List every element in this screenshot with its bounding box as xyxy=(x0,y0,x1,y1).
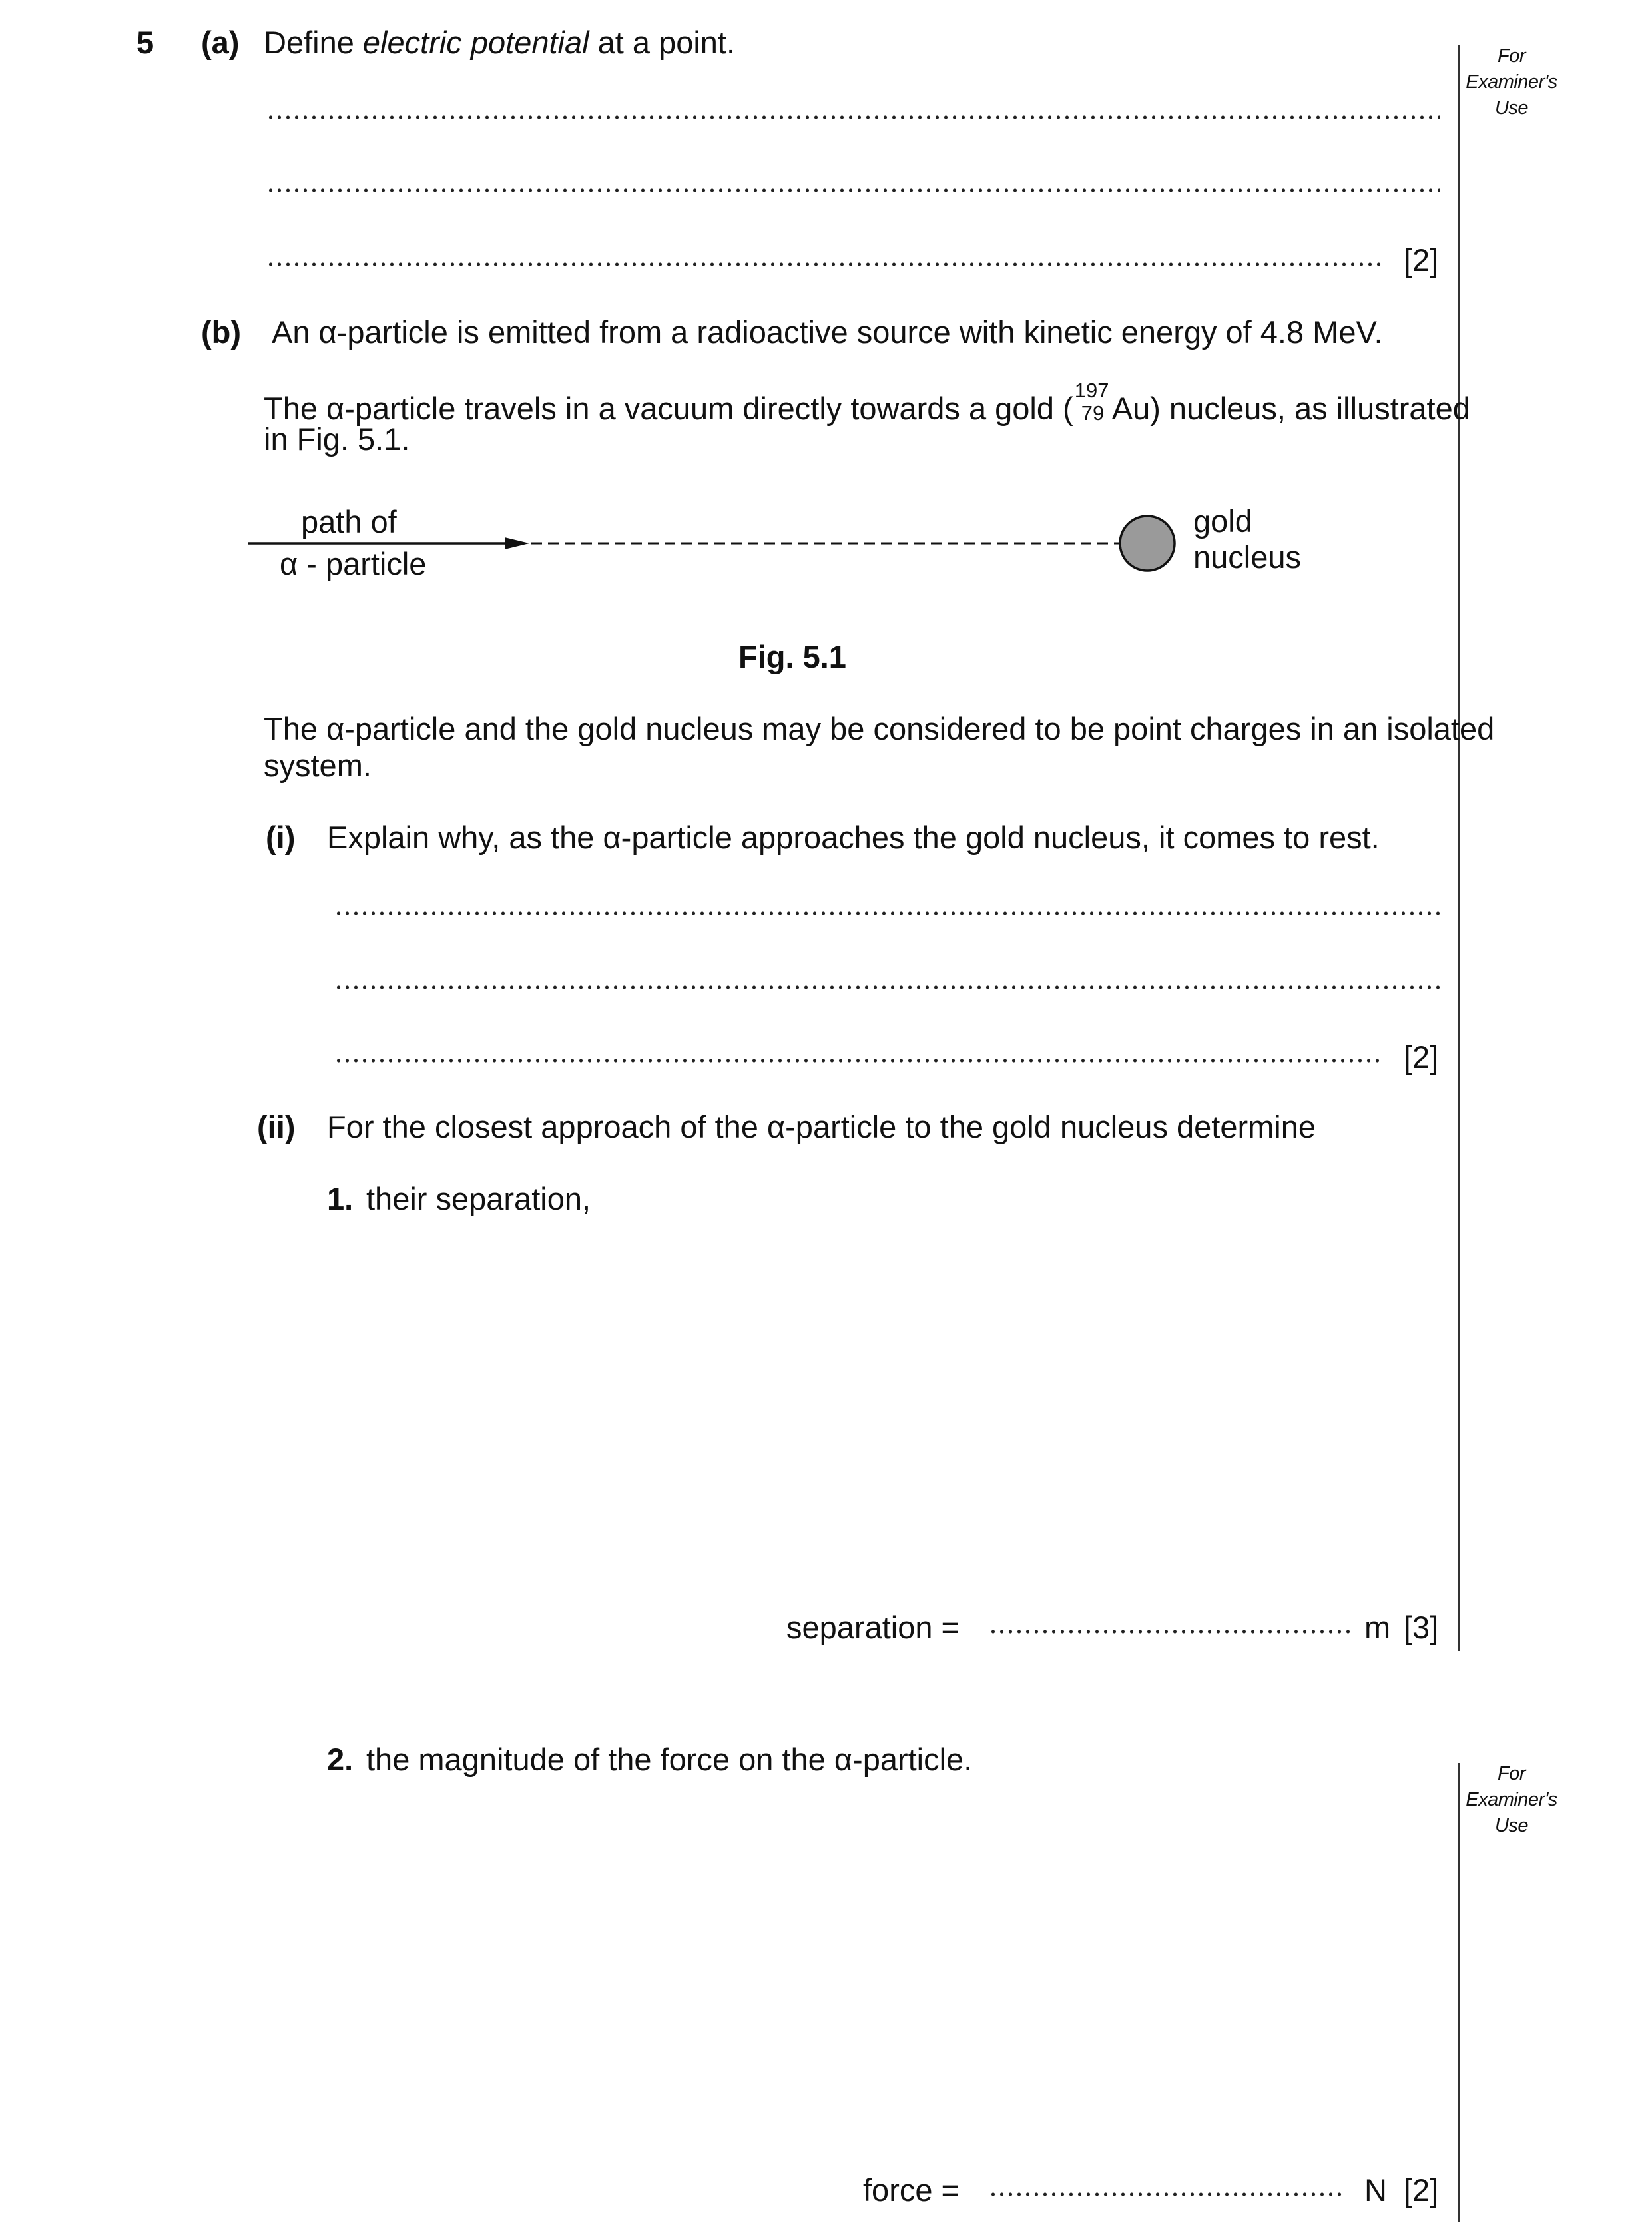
figure-nucleus-label-2: nucleus xyxy=(1193,539,1301,575)
separation-unit: m xyxy=(1364,1610,1391,1645)
part-b-i-question: Explain why, as the α-particle approaches the gold nucleus, it comes to rest. xyxy=(327,820,1380,855)
examiner-label-line1: For xyxy=(1498,45,1525,67)
item-1-text: their separation, xyxy=(366,1181,591,1216)
part-b-ii-question: For the closest approach of the α-particle to the gold nucleus determine xyxy=(327,1109,1316,1144)
part-a-marks: [2] xyxy=(1404,242,1439,278)
item-2-text: the magnitude of the force on the α-particle. xyxy=(366,1742,973,1777)
after-figure-line1: The α-particle and the gold nucleus may be considered to be point charges in an isolated xyxy=(264,711,1495,746)
part-b-label: (b) xyxy=(201,314,242,350)
examiner-label-line3: Use xyxy=(1494,1815,1529,1836)
separation-answer-field[interactable] xyxy=(989,1628,1352,1635)
part-a-label: (a) xyxy=(201,25,240,60)
part-b-i-marks: [2] xyxy=(1404,1039,1439,1075)
question-number: 5 xyxy=(137,25,154,60)
answer-line-bi-3[interactable] xyxy=(334,1057,1382,1064)
item-2-number: 2. xyxy=(327,1742,354,1777)
isotope-mass-number: 197 xyxy=(1074,379,1109,402)
part-b-line3: in Fig. 5.1. xyxy=(264,421,410,457)
figure-path-label-1: path of xyxy=(301,504,397,539)
separation-marks: [3] xyxy=(1404,1610,1439,1645)
examiner-margin-line-2 xyxy=(1458,1763,1460,2222)
answer-line-bi-2[interactable] xyxy=(334,984,1440,991)
part-b-ii-label: (ii) xyxy=(257,1109,296,1144)
part-b-line2-after: ) nucleus, as illustrated xyxy=(1150,391,1470,426)
examiner-label-line2: Examiner's xyxy=(1466,71,1557,93)
part-a-text-before: Define xyxy=(264,25,363,60)
isotope-atomic-number: 79 xyxy=(1081,401,1105,425)
part-b-line2-before: The α-particle travels in a vacuum directly towards a gold ( xyxy=(264,391,1073,426)
gold-nucleus-circle xyxy=(1120,516,1175,571)
examiner-label-line1: For xyxy=(1498,1763,1525,1784)
alpha-path-arrowhead xyxy=(505,537,529,549)
force-unit: N xyxy=(1364,2172,1387,2208)
force-marks: [2] xyxy=(1404,2172,1439,2208)
isotope-symbol: Au xyxy=(1111,391,1151,426)
after-figure-line2: system. xyxy=(264,748,372,783)
part-b-line1: An α-particle is emitted from a radioactive source with kinetic energy of 4.8 MeV. xyxy=(272,314,1383,350)
part-b-i-label: (i) xyxy=(266,820,296,855)
item-1-number: 1. xyxy=(327,1181,354,1216)
figure-path-label-2: α - particle xyxy=(280,546,427,581)
part-a-text-after: at a point. xyxy=(589,25,736,60)
answer-line-bi-1[interactable] xyxy=(334,910,1440,917)
examiner-label-line2: Examiner's xyxy=(1466,1789,1557,1810)
examiner-label-line3: Use xyxy=(1494,97,1529,119)
examiner-use-box-2 xyxy=(1462,1761,1561,1839)
force-label: force = xyxy=(863,2172,960,2208)
figure-nucleus-label-1: gold xyxy=(1193,503,1252,539)
force-answer-field[interactable] xyxy=(989,2191,1343,2198)
figure-caption: Fig. 5.1 xyxy=(738,639,846,674)
part-a-term: electric potential xyxy=(362,25,589,60)
figure-5-1 xyxy=(0,0,1652,599)
separation-label: separation = xyxy=(786,1610,960,1645)
